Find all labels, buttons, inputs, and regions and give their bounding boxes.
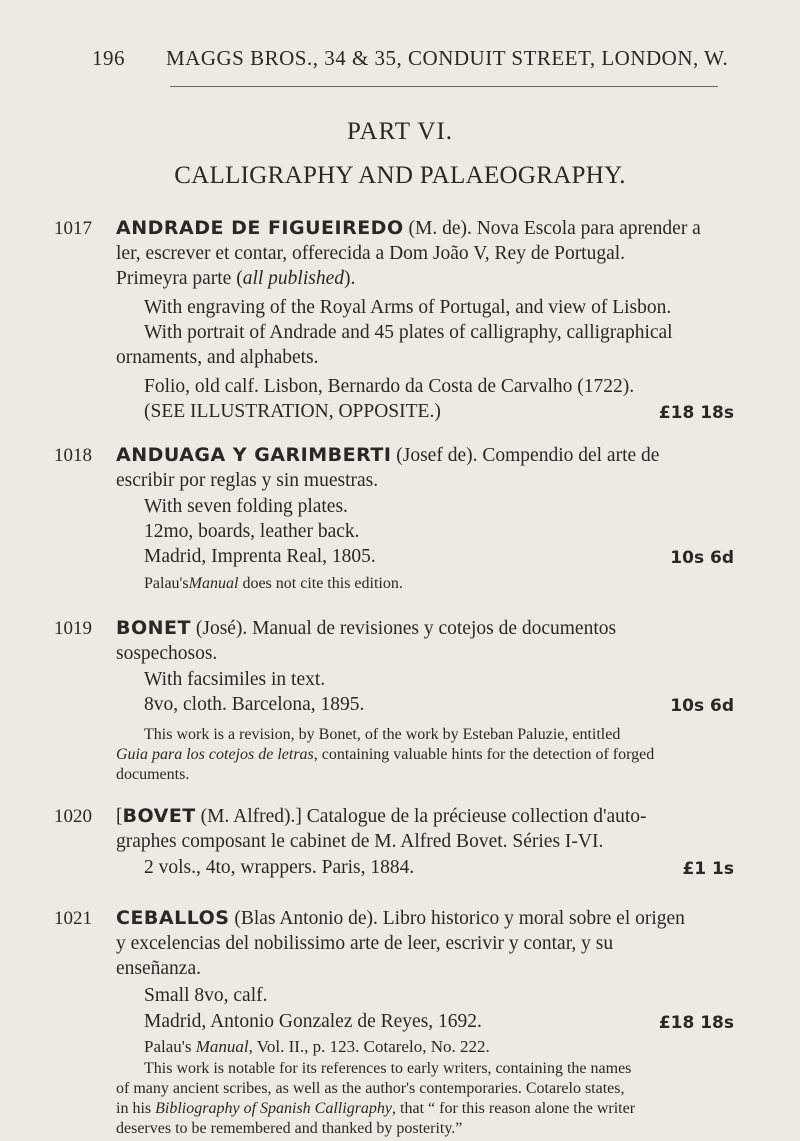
entry-line: sospechosos.: [116, 643, 218, 664]
entry-price: £1 1s: [682, 859, 734, 879]
entry-text: , Vol. II., p. 123. Cotarelo, No. 222.: [248, 1037, 490, 1056]
entry-italic: Manual: [188, 575, 239, 592]
entry-number: 1020: [54, 806, 92, 827]
entry-text: deserves to be remembered and thanked by posterity.”: [116, 1120, 463, 1137]
entry-line: escribir por reglas y sin muestras.: [116, 470, 379, 491]
entry-number: 1018: [54, 445, 92, 466]
entry-line: With facsimiles in text.: [144, 669, 326, 690]
entry-line: With portrait of Andrade and 45 plates of calligraphy, calligraphical: [144, 322, 673, 343]
entry-line: Folio, old calf. Lisbon, Bernardo da Costa de Carvalho (1722).: [144, 376, 635, 397]
entry-text: ).: [344, 268, 356, 289]
entry-text: in his: [116, 1100, 156, 1117]
entry-author: BOVET: [122, 805, 196, 827]
entry-note: This work is a revision, by Bonet, of the work by Esteban Paluzie, entitled: [144, 726, 621, 743]
entry-heading: [116, 906, 685, 931]
entry-heading: [116, 216, 701, 241]
page-number: 196: [92, 46, 125, 70]
entry-note: This work is notable for its references to early writers, containing the names: [144, 1060, 632, 1077]
part-title: PART VI.: [346, 118, 454, 145]
entry-note: documents.: [116, 766, 190, 783]
entry-author: CEBALLOS: [116, 907, 230, 929]
entry-line: enseñanza.: [116, 958, 201, 979]
entry-heading: [116, 443, 659, 468]
entry-note: [116, 1116, 462, 1141]
entry-price: 10s 6d: [670, 696, 734, 716]
entry-number: 1021: [54, 908, 92, 929]
section-title: CALLIGRAPHY AND PALAEOGRAPHY.: [174, 162, 626, 189]
entry-text: Palau's: [144, 575, 189, 592]
header-rule: [170, 86, 718, 87]
entry-line: 2 vols., 4to, wrappers. Paris, 1884.: [144, 857, 415, 878]
entry-line: With seven folding plates.: [144, 496, 348, 517]
entry-note: [116, 742, 654, 767]
entry-line: ornaments, and alphabets.: [116, 347, 319, 368]
entry-line: 8vo, cloth. Barcelona, 1895.: [144, 694, 365, 715]
entry-line: 12mo, boards, leather back.: [144, 521, 360, 542]
entry-italic: all published: [242, 268, 344, 289]
entry-price: £18 18s: [658, 1013, 734, 1033]
entry-line: Madrid, Antonio Gonzalez de Reyes, 1692.: [144, 1011, 482, 1032]
publisher-address: MAGGS BROS., 34 & 35, CONDUIT STREET, LONDON, W.: [166, 46, 729, 70]
entry-text: , containing valuable hints for the detection of forged: [313, 746, 655, 763]
entry-heading: [116, 804, 647, 829]
entry-number: 1017: [54, 218, 92, 239]
entry-text: Primeyra parte (: [116, 268, 243, 289]
entry-title: (M. de). Nova Escola para aprender a: [403, 218, 701, 239]
entry-italic: Manual: [195, 1037, 249, 1056]
entry-text: Palau's: [144, 1037, 196, 1056]
entry-title: (Blas Antonio de). Libro historico y moral sobre el origen: [229, 908, 685, 929]
entry-author: BONET: [116, 617, 191, 639]
entry-heading: [116, 616, 616, 641]
entry-text: , that “ for this reason alone the writer: [392, 1100, 636, 1117]
entry-line: graphes composant le cabinet de M. Alfred Bovet. Séries I-VI.: [116, 831, 604, 852]
entry-note: of many ancient scribes, as well as the author's contemporaries. Cotarelo states,: [116, 1080, 625, 1097]
running-head: [0, 46, 800, 76]
entry-line: ler, escrever et contar, offerecida a Dom João V, Rey de Portugal.: [116, 243, 626, 264]
entry-author: ANDRADE DE FIGUEIREDO: [116, 217, 404, 239]
entry-author: ANDUAGA Y GARIMBERTI: [116, 444, 392, 466]
entry-line: (SEE ILLUSTRATION, OPPOSITE.): [144, 401, 441, 422]
entry-italic: Bibliography of Spanish Calligraphy: [155, 1100, 393, 1117]
entry-line: Madrid, Imprenta Real, 1805.: [144, 546, 376, 567]
entry-title: (M. Alfred).] Catalogue de la précieuse collection d'auto-: [195, 806, 647, 827]
entry-title: (José). Manual de revisiones y cotejos de documentos: [190, 618, 617, 639]
entry-line: With engraving of the Royal Arms of Portugal, and view of Lisbon.: [144, 297, 672, 318]
entry-text: does not cite this edition.: [238, 575, 403, 592]
entry-bracket: [: [116, 806, 123, 827]
entry-line: Small 8vo, calf.: [144, 985, 268, 1006]
entry-line: [116, 266, 355, 291]
entry-price: £18 18s: [658, 403, 734, 423]
entry-number: 1019: [54, 618, 92, 639]
entry-italic: Guia para los cotejos de letras: [116, 746, 314, 763]
entry-note: [116, 574, 760, 594]
entry-title: (Josef de). Compendio del arte de: [391, 445, 660, 466]
entry-line: y excelencias del nobilissimo arte de leer, escrivir y contar, y su: [116, 933, 614, 954]
entry-price: 10s 6d: [670, 548, 734, 568]
